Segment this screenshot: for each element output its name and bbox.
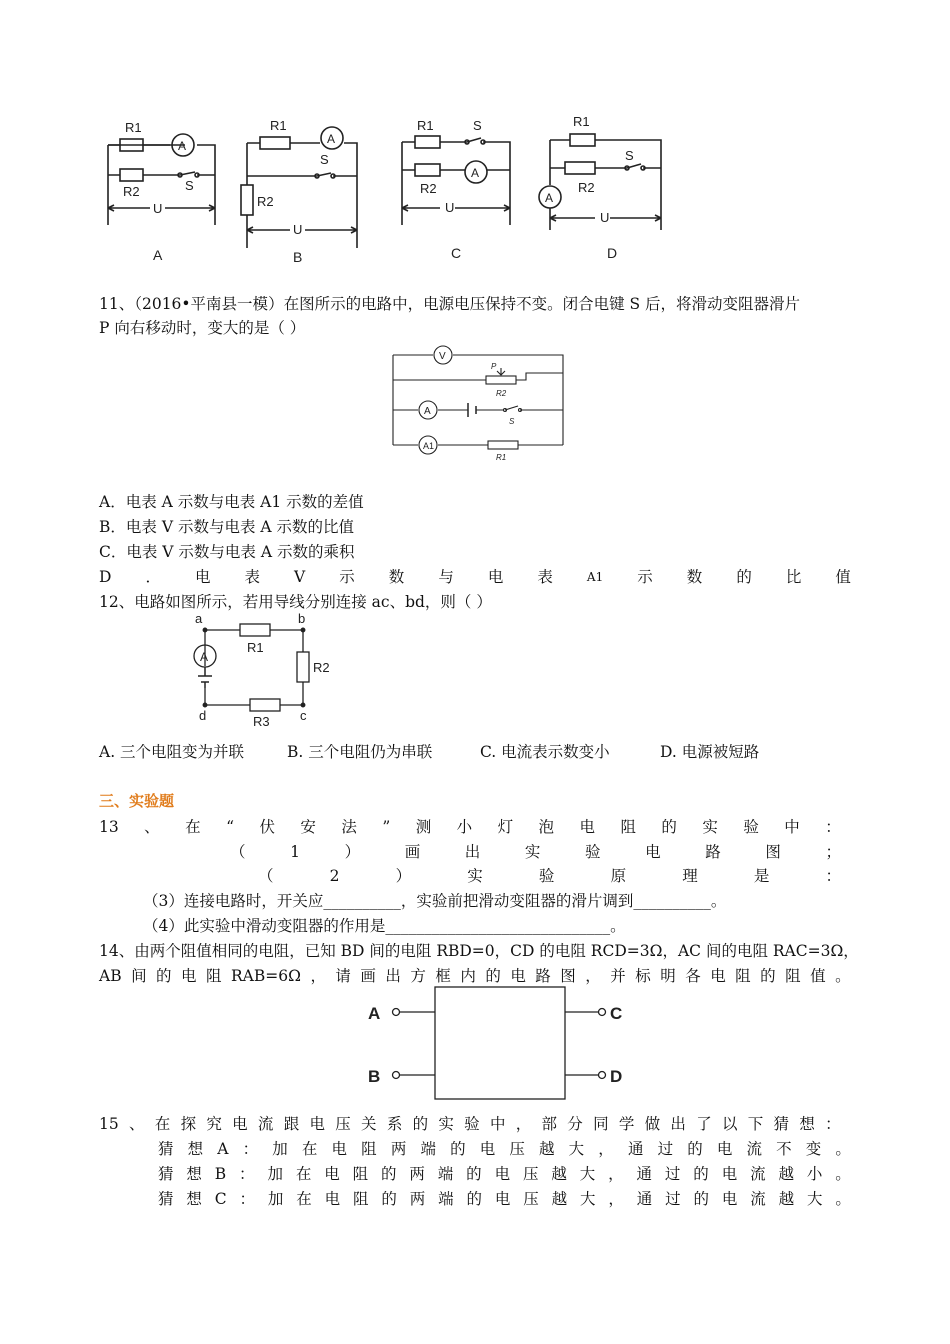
ammeter-c-label: A [471,166,480,180]
q15-l1-26: 猜 [773,1115,790,1133]
q15-l3-9: 两 [409,1165,425,1183]
q15-l4-4: 加 [267,1190,284,1208]
q15-l3-19: 的 [693,1165,709,1183]
q13-line4: （3）连接电路时，开关应__________，实验前把滑动变阻器的滑片调到__________。 [143,892,727,910]
q15-l3-23: 小 [806,1165,823,1183]
q15-l1-4: 究 [206,1115,222,1133]
q13-l2-7: 电 [645,843,661,861]
q15-l4-17: 通 [636,1190,653,1208]
label-u-c: U [445,200,455,215]
q13-l1-15: 实 [702,818,718,836]
q14-l2-22: 电 [710,967,726,985]
q15-l3-12: 电 [494,1165,511,1183]
q14-l2-25: 阻 [785,967,801,985]
q15-line4 [158,1189,851,1209]
q14-l2-20: 明 [660,967,676,985]
q14-l2-7: 请 [335,967,351,985]
q15-l4-7: 阻 [352,1190,369,1208]
q15-l2-21: 不 [776,1140,792,1158]
q14-l2-1: 间 [131,967,147,985]
q15-l4-6: 电 [324,1190,341,1208]
q15-l2-12: 压 [509,1140,525,1158]
q15-l4-21: 流 [750,1190,766,1208]
q13-l3-8: ： [825,867,841,885]
q15-l3-21: 流 [750,1165,766,1183]
q12-option-b: B. 三个电阻仍为串联 [287,743,433,761]
q15-l2-3: ： [242,1140,259,1158]
q12-option-c: C. 电流表示数变小 [480,743,610,761]
q14-l2-17: ， [585,967,601,985]
q13-l1-5: 安 [300,818,316,836]
q15-l4-3: ： [239,1190,255,1208]
q14-l2-24: 的 [760,967,776,985]
label-r1-b: R1 [270,118,287,133]
q12-fig-d: d [199,708,207,723]
q15-l4-23: 大 [806,1190,823,1208]
label-r1-d: R1 [573,114,590,129]
circuit-figures-abcd [95,100,675,270]
q13-l2-3: 画 [404,843,421,861]
q15-l1-12: 的 [412,1115,429,1133]
q15-l4-12: 电 [494,1190,511,1208]
q12-option-d: D. 电源被短路 [660,743,760,761]
q14-line1: 14、由两个阻值相同的电阻，已知 BD 间的电阻 RBD=0，CD 的电阻 RCD=3Ω，AC 间的电阻 RAC=3Ω， [99,942,859,960]
q15-l4-5: 在 [296,1190,312,1208]
q14-l2-2: 的 [156,967,172,985]
q13-l1-10: 灯 [497,818,514,836]
q15-l2-2: A [217,1140,229,1158]
q15-line3 [158,1164,851,1184]
q13-l3-4: 验 [538,867,555,885]
q15-l1-27: 想 [799,1115,815,1133]
q12-stem: 12、电路如图所示，若用导线分别连接 ac、bd，则（ ） [99,593,492,611]
q13-l3-2: ） [395,867,412,885]
q13-line5: （4）此实验中滑动变阻器的作用是_____________________________。 [143,917,626,935]
label-u-a: U [153,201,163,216]
q14-l2-10: 方 [410,967,426,985]
q15-l3-7: 阻 [352,1165,369,1183]
q15-l4-13: 压 [523,1190,539,1208]
q15-l4-11: 的 [466,1190,482,1208]
q15-l3-22: 越 [778,1165,794,1183]
q12-fig-a: a [195,611,203,626]
q11-d-8: 电 [487,568,504,586]
q13-l1-2: 在 [185,818,201,836]
q15-l2-13: 越 [539,1140,555,1158]
q14-l2-8: 画 [360,967,376,985]
q11-d-15: 值 [835,568,851,586]
q15-l3-15: 大 [579,1165,596,1183]
q13-l2-5: 实 [524,843,541,861]
q11-fig-v: V [439,351,446,362]
q15-l1-28: ： [825,1115,841,1133]
q11-d-11: 示 [637,568,653,586]
q14-l2-21: 各 [685,967,701,985]
q15-l1-16: ， [515,1115,532,1133]
label-u-d: U [600,210,610,225]
q15-l1-13: 实 [438,1115,454,1133]
q15-l4-16: ， [608,1190,624,1208]
q15-l1-20: 学 [618,1115,635,1133]
q13-l1-18: ： [825,818,841,836]
q15-l1-9: 压 [335,1115,351,1133]
label-r2-a: R2 [123,184,140,199]
q15-l2-15: ， [598,1140,614,1158]
q14-terminal-b: B [368,1067,381,1086]
q15-l3-13: 压 [522,1165,539,1183]
q12-circuit-figure [185,610,345,735]
q15-l3-16: ， [608,1165,624,1183]
q15-line1 [99,1114,841,1134]
q15-l1-24: 以 [721,1115,738,1133]
q15-l3-10: 端 [437,1165,454,1183]
q15-l1-6: 流 [257,1115,274,1133]
q15-l4-22: 越 [778,1190,795,1208]
q13-l1-16: 验 [743,818,759,836]
label-r1-a: R1 [125,120,142,135]
q13-l1-6: 法 [341,818,357,836]
label-r1-c: R1 [417,118,434,133]
q12-fig-r1: R1 [247,640,264,655]
q15-l2-14: 大 [568,1140,585,1158]
circuit-d [539,114,661,261]
label-r2-c: R2 [420,181,437,196]
q15-l4-10: 端 [438,1190,454,1208]
q12-fig-b: b [298,611,306,626]
q15-l2-6: 电 [331,1140,348,1158]
q11-fig-p: P [491,362,497,371]
q15-l2-22: 变 [805,1140,822,1158]
q11-d-5: 示 [339,568,355,586]
q13-l1-14: 的 [661,818,677,836]
q11-d-9: 表 [537,568,553,586]
q14-l2-13: 的 [485,967,501,985]
q11-fig-r2: R2 [496,389,507,398]
q13-l1-4: 伏 [259,818,275,836]
q14-l2-15: 路 [535,967,551,985]
q15-l1-3: 探 [180,1115,197,1133]
q15-l2-23: 。 [835,1140,851,1158]
q13-l2-10: ； [825,843,841,861]
q15-l2-11: 电 [479,1140,496,1158]
caption-b: B [293,249,303,265]
q15-l1-21: 做 [644,1115,661,1133]
q13-l1-12: 电 [579,818,596,836]
q12-fig-ammeter: A [200,650,209,664]
q13-l3-3: 实 [467,867,483,885]
q15-l2-8: 两 [390,1140,407,1158]
q15-l2-5: 在 [301,1140,318,1158]
q11-fig-a: A [424,406,431,417]
q15-l1-22: 出 [670,1115,686,1133]
q15-l1-1: 、 [129,1115,145,1133]
q15-l1-25: 下 [747,1115,764,1133]
label-r2-d: R2 [578,180,595,195]
q15-l1-11: 系 [386,1115,403,1133]
q14-l2-16: 图 [560,967,576,985]
q15-l3-0: 猜 [158,1165,174,1183]
q15-l4-24: 。 [835,1190,851,1208]
q13-l2-1: 1 [290,843,300,861]
q15-l4-2: C [214,1190,227,1208]
q13-line3 [258,866,841,886]
ammeter-b-label: A [327,132,336,146]
q12-fig-r3: R3 [253,714,270,729]
q11-stem-line1: 11、（2016•平南县一模）在图所示的电路中，电源电压保持不变。闭合电键 S 后，将滑动变阻器滑片 [99,295,801,313]
q13-l2-4: 出 [464,843,481,861]
q11-fig-a1: A1 [423,441,435,451]
q14-l2-5: RAB=6Ω [231,967,301,985]
label-s-c: S [473,118,482,133]
q13-l3-0: （ [258,867,274,885]
q14-terminal-a: A [368,1004,381,1023]
q11-option-d [99,567,851,587]
q15-l3-17: 通 [636,1165,653,1183]
q15-l4-1: 想 [186,1190,202,1208]
q14-l2-18: 并 [610,967,626,985]
q15-l3-24: 。 [835,1165,851,1183]
q15-l3-3: ： [239,1165,255,1183]
q15-l2-19: 电 [716,1140,733,1158]
q14-l2-4: 阻 [206,967,222,985]
q11-option-a: A．电表 A 示数与电表 A1 示数的差值 [99,493,364,511]
q15-l2-20: 流 [746,1140,763,1158]
q15-l1-8: 电 [309,1115,325,1133]
q13-l1-0: 13 [99,818,119,836]
label-s-b: S [320,152,329,167]
q13-l3-7: 是 [753,867,770,885]
q11-d-13: 的 [736,568,752,586]
ammeter-d-label: A [545,191,554,205]
q15-l1-2: 在 [154,1115,171,1133]
q15-l3-14: 越 [551,1165,567,1183]
q15-l3-1: 想 [186,1165,202,1183]
q13-l1-7: ” [382,818,391,836]
q14-l2-27: 。 [835,967,851,985]
q13-line2 [230,842,841,862]
q15-l2-9: 端 [420,1140,436,1158]
q15-l2-0: 猜 [158,1140,174,1158]
q12-fig-c: c [300,708,307,723]
q15-l4-15: 大 [579,1190,596,1208]
q15-l3-8: 的 [381,1165,397,1183]
q14-l2-0: AB [99,967,122,985]
q15-l1-0: 15 [99,1115,119,1133]
q15-l1-14: 验 [464,1115,480,1133]
label-s-d: S [625,148,634,163]
circuit-c [402,118,510,261]
q11-fig-s: S [509,417,515,426]
q14-l2-12: 内 [460,967,476,985]
q11-d-7: 与 [438,568,454,586]
q13-l3-5: 原 [610,867,627,885]
q15-l3-20: 电 [721,1165,738,1183]
q15-l1-23: 了 [696,1115,712,1133]
q13-l2-0: （ [230,843,246,861]
q14-l2-11: 框 [435,967,451,985]
q15-l2-1: 想 [187,1140,204,1158]
q15-l4-14: 越 [551,1190,568,1208]
q11-stem-line2: P 向右移动时，变大的是（ ） [99,319,306,337]
q13-l2-9: 图 [765,843,781,861]
q15-l4-18: 过 [665,1190,681,1208]
q15-l1-7: 跟 [283,1115,300,1133]
q13-l1-9: 小 [456,818,473,836]
q15-l3-4: 加 [267,1165,283,1183]
q11-d-1: ． [145,568,161,586]
q13-l3-6: 理 [682,867,698,885]
q11-d-0: D [99,568,112,586]
q15-l1-10: 关 [361,1115,377,1133]
q11-d-10: A1 [586,570,604,584]
q14-l2-9: 出 [385,967,401,985]
q15-l4-0: 猜 [158,1190,174,1208]
q13-l2-6: 验 [585,843,601,861]
q11-d-2: 电 [194,568,211,586]
q13-l1-17: 中 [784,818,800,836]
q12-option-a: A. 三个电阻变为并联 [99,743,245,761]
q13-l1-13: 阻 [620,818,636,836]
section-experiment-title: 三、实验题 [99,792,175,810]
q15-l3-18: 过 [664,1165,681,1183]
q11-option-b: B．电表 V 示数与电表 A 示数的比值 [99,518,354,536]
caption-c: C [451,245,462,261]
q13-l1-1: 、 [144,818,160,836]
label-s-a: S [185,178,194,193]
q13-l2-2: ） [344,843,361,861]
q13-l1-3: “ [226,818,235,836]
q14-l2-14: 电 [510,967,526,985]
circuit-b [241,118,357,265]
q12-fig-r2: R2 [313,660,330,675]
q15-l4-19: 的 [693,1190,709,1208]
q15-l2-10: 的 [450,1140,466,1158]
q15-l1-19: 同 [593,1115,609,1133]
q14-terminal-d: D [610,1067,623,1086]
q14-l2-3: 电 [181,967,197,985]
q13-l2-8: 路 [705,843,721,861]
q15-l1-5: 电 [232,1115,248,1133]
q13-line1 [99,817,841,837]
q11-fig-r1: R1 [496,453,507,462]
q15-l1-18: 分 [567,1115,583,1133]
q15-l3-11: 的 [466,1165,482,1183]
q15-l1-17: 部 [541,1115,558,1133]
q11-d-4: V [294,568,306,586]
q11-d-14: 比 [785,568,802,586]
ammeter-a-label: A [178,139,187,153]
q14-box-figure [360,982,640,1102]
q15-l2-7: 阻 [361,1140,377,1158]
q15-l2-17: 过 [657,1140,674,1158]
q15-l1-15: 中 [489,1115,506,1133]
q15-l2-16: 通 [627,1140,644,1158]
q15-l4-20: 电 [721,1190,738,1208]
q15-l2-18: 的 [687,1140,703,1158]
q14-l2-23: 阻 [735,967,751,985]
q11-d-12: 数 [686,568,703,586]
q15-l4-8: 的 [381,1190,397,1208]
q11-d-6: 数 [388,568,405,586]
q15-l3-2: B [214,1165,227,1183]
q15-l2-4: 加 [272,1140,288,1158]
circuit-a [108,120,215,263]
q15-line2 [158,1139,851,1159]
q15-l3-5: 在 [295,1165,312,1183]
q13-l1-11: 泡 [538,818,555,836]
q15-l3-6: 电 [324,1165,340,1183]
q14-l2-19: 标 [635,967,651,985]
q14-terminal-c: C [610,1004,623,1023]
caption-a: A [153,247,163,263]
q11-circuit-figure [388,340,568,465]
q14-l2-6: ， [310,967,326,985]
caption-d: D [607,245,618,261]
label-u-b: U [293,222,303,237]
q13-l1-8: 测 [415,818,432,836]
q14-l2-26: 值 [810,967,826,985]
label-r2-b: R2 [257,194,274,209]
q11-option-c: C．电表 V 示数与电表 A 示数的乘积 [99,543,355,561]
q11-d-3: 表 [244,568,261,586]
q15-l4-9: 两 [409,1190,426,1208]
q13-l3-1: 2 [329,867,340,885]
